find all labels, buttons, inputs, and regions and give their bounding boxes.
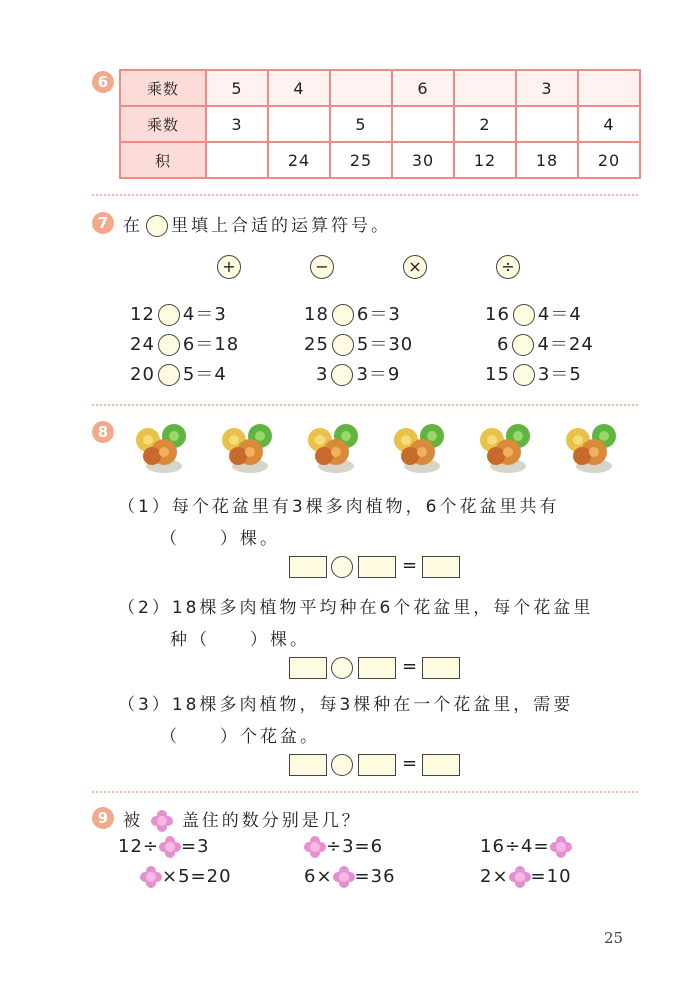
- table-cell[interactable]: 18: [516, 142, 578, 178]
- question-8-badge: 8: [92, 421, 114, 443]
- question-7-title: 在 里填上合适的运算符号。: [123, 216, 391, 236]
- equation: 3 3＝9: [316, 364, 401, 385]
- table-cell[interactable]: 20: [578, 142, 640, 178]
- row-header: 积: [120, 142, 206, 178]
- table-cell[interactable]: 5: [330, 106, 392, 142]
- equals-sign: =: [402, 555, 418, 576]
- question-9-badge: 9: [92, 807, 114, 829]
- minus-operator-icon: −: [310, 255, 334, 279]
- problem-1-answer-line: （ ）棵。: [160, 529, 280, 549]
- answer-box[interactable]: [289, 754, 327, 776]
- question-7-badge: 7: [92, 212, 114, 234]
- table-cell[interactable]: 3: [516, 70, 578, 106]
- row-header: 乘数: [120, 106, 206, 142]
- flower-icon[interactable]: [550, 836, 572, 858]
- row-header: 乘数: [120, 70, 206, 106]
- table-cell[interactable]: [454, 70, 516, 106]
- covered-equation: 12÷ =3: [118, 836, 210, 857]
- problem-3-answer-line: （ ）个花盆。: [160, 727, 320, 747]
- equation: 6 4＝24: [497, 334, 594, 355]
- page-number: 25: [604, 929, 624, 947]
- operator-circle[interactable]: [331, 556, 353, 578]
- covered-equation: ÷3=6: [304, 836, 383, 858]
- succulent-pot-icon: [472, 422, 542, 474]
- equation: 15 3＝5: [485, 364, 582, 385]
- answer-box[interactable]: [358, 754, 396, 776]
- equation: 18 6＝3: [304, 304, 401, 325]
- covered-equation: 2× =10: [480, 866, 572, 887]
- problem-1-text: （1）每个花盆里有3棵多肉植物，6个花盆里共有: [118, 497, 560, 517]
- problem-2-text: （2）18棵多肉植物平均种在6个花盆里，每个花盆里: [118, 598, 594, 618]
- answer-box[interactable]: [289, 657, 327, 679]
- problem-2-answer-line: 种（ ）棵。: [170, 630, 310, 650]
- succulent-pot-icon: [558, 422, 628, 474]
- equation: 20 5＝4: [130, 364, 227, 385]
- answer-box[interactable]: [358, 556, 396, 578]
- answer-box[interactable]: [289, 556, 327, 578]
- operator-circle[interactable]: [331, 657, 353, 679]
- operator-slot[interactable]: [513, 364, 535, 386]
- answer-box[interactable]: [358, 657, 396, 679]
- section-divider: [92, 404, 638, 406]
- operator-slot[interactable]: [331, 364, 353, 386]
- table-row: [120, 142, 640, 178]
- operator-slot[interactable]: [332, 304, 354, 326]
- table-cell[interactable]: [330, 70, 392, 106]
- table-cell[interactable]: [206, 142, 268, 178]
- flower-icon[interactable]: [304, 836, 326, 858]
- operator-slot[interactable]: [332, 334, 354, 356]
- question-9-title: 被 盖住的数分别是几？: [123, 811, 362, 831]
- answer-box[interactable]: [422, 556, 460, 578]
- table-cell[interactable]: [392, 106, 454, 142]
- covered-equation: 6× =36: [304, 866, 396, 887]
- section-divider: [92, 791, 638, 793]
- operator-slot[interactable]: [158, 334, 180, 356]
- table-cell[interactable]: 3: [206, 106, 268, 142]
- table-cell[interactable]: [516, 106, 578, 142]
- operator-circle[interactable]: [331, 754, 353, 776]
- table-cell[interactable]: 6: [392, 70, 454, 106]
- succulent-pot-icon: [128, 422, 198, 474]
- divide-operator-icon: ÷: [496, 255, 520, 279]
- table-cell[interactable]: [268, 106, 330, 142]
- equals-sign: =: [402, 753, 418, 774]
- answer-box[interactable]: [422, 657, 460, 679]
- problem-3-text: （3）18棵多肉植物，每3棵种在一个花盆里，需要: [118, 695, 574, 715]
- flower-icon: [151, 810, 173, 832]
- table-cell[interactable]: 24: [268, 142, 330, 178]
- table-cell[interactable]: [578, 70, 640, 106]
- answer-box[interactable]: [422, 754, 460, 776]
- table-cell[interactable]: 12: [454, 142, 516, 178]
- table-row: [120, 70, 640, 106]
- operator-slot[interactable]: [513, 304, 535, 326]
- section-divider: [92, 194, 638, 196]
- table-cell[interactable]: 30: [392, 142, 454, 178]
- flower-icon[interactable]: [140, 866, 162, 888]
- covered-equation: ×5=20: [140, 866, 232, 888]
- flower-icon[interactable]: [333, 866, 355, 888]
- equation: 12 4＝3: [130, 304, 227, 325]
- equation: 24 6＝18: [130, 334, 240, 355]
- equals-sign: =: [402, 656, 418, 677]
- plus-operator-icon: +: [217, 255, 241, 279]
- table-cell[interactable]: 25: [330, 142, 392, 178]
- table-cell[interactable]: 5: [206, 70, 268, 106]
- table-cell[interactable]: 4: [268, 70, 330, 106]
- multiplication-table: [119, 69, 641, 179]
- table-row: [120, 106, 640, 142]
- table-cell[interactable]: 4: [578, 106, 640, 142]
- times-operator-icon: ×: [403, 255, 427, 279]
- flower-icon[interactable]: [159, 836, 181, 858]
- circle-slot-icon: [146, 215, 168, 237]
- equation: 16 4＝4: [485, 304, 582, 325]
- operator-slot[interactable]: [158, 304, 180, 326]
- covered-equation: 16÷4=: [480, 836, 572, 858]
- table-cell[interactable]: 2: [454, 106, 516, 142]
- succulent-pot-icon: [214, 422, 284, 474]
- equation: 25 5＝30: [304, 334, 414, 355]
- operator-slot[interactable]: [512, 334, 534, 356]
- operator-slot[interactable]: [158, 364, 180, 386]
- question-6-badge: 6: [92, 71, 114, 93]
- succulent-pot-icon: [386, 422, 456, 474]
- succulent-pot-icon: [300, 422, 370, 474]
- flower-icon[interactable]: [509, 866, 531, 888]
